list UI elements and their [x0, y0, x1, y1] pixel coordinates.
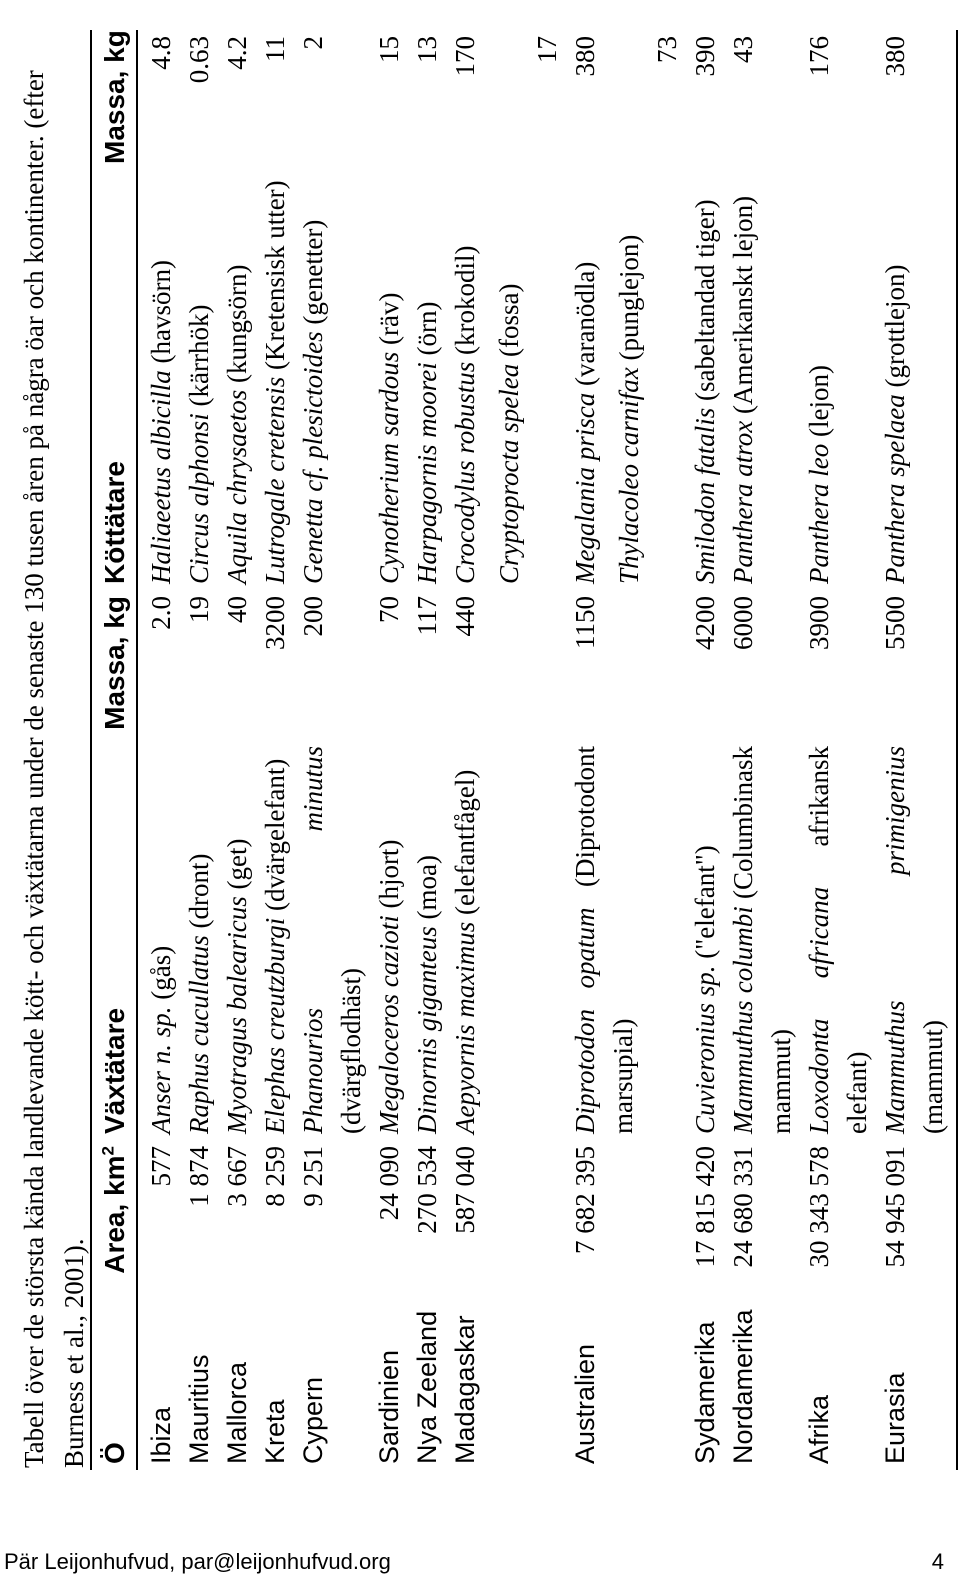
carnivore-scientific-name: Panthera leo	[804, 443, 834, 584]
row-herbivore-mass: 3900	[804, 596, 834, 650]
herbivore-common-name: ("elefant")	[690, 845, 720, 966]
row-herbivore	[370, 740, 408, 1140]
row-carnivore	[370, 170, 408, 590]
carnivore-common-name: (havsörn)	[146, 260, 176, 371]
row-herbivore	[446, 740, 566, 1140]
carnivore-scientific-name: Lutrogale cretensis	[260, 376, 290, 584]
row-carnivore-mass: 15	[374, 36, 404, 63]
row-island: Sardinien	[374, 1349, 404, 1464]
herbivore-scientific-name: Phanourios minutus	[298, 746, 328, 1134]
row-carnivore-mass: 43	[728, 36, 758, 63]
row-carnivore	[724, 170, 800, 590]
row-carnivore	[137, 170, 180, 590]
carnivore-scientific-name: Smilodon fatalis	[690, 407, 720, 584]
table-row	[446, 30, 566, 1470]
row-herbivore-mass: 5500	[876, 590, 957, 740]
row-carnivore-mass: 0.63	[184, 36, 214, 84]
header-herbivore: Växtätare	[91, 740, 137, 1140]
herbivore-scientific-name: Myotragus balearicus	[222, 896, 252, 1134]
carnivore-common-name: (genetter)	[298, 219, 328, 332]
header-carnivore-mass: Massa, kg	[91, 30, 137, 170]
row-carnivore	[180, 170, 218, 590]
carnivore-scientific-name: Cynotherium sardous	[374, 351, 404, 584]
herbivore-scientific-name: Cuvieronius sp.	[690, 965, 720, 1134]
row-herbivore-mass: 4200	[690, 596, 720, 650]
table-caption	[14, 28, 94, 1468]
row-area: 9 251	[298, 1146, 328, 1207]
table-row	[876, 30, 957, 1470]
row-area: 24 680 331	[728, 1146, 758, 1268]
herbivore-common-name: (Columbinask mammut)	[728, 745, 796, 1134]
row-herbivore-mass: 440	[450, 596, 480, 637]
footer-author: Pär Leijonhufvud, par@leijonhufvud.org	[4, 1549, 391, 1574]
row-herbivore-mass: 40	[222, 596, 252, 623]
carnivore-scientific-name: Panthera spelaea	[880, 394, 910, 584]
row-carnivore-mass: 2	[298, 36, 328, 50]
carnivore-common-name: (lejon)	[804, 365, 834, 444]
row-herbivore	[800, 740, 876, 1140]
row-herbivore-mass: 2.0	[146, 596, 176, 630]
herbivore-common-name: (gås)	[146, 945, 176, 1007]
herbivore-common-name: (elefantfågel)	[450, 769, 480, 922]
herbivore-scientific-name: Megaloceros cazioti	[374, 915, 404, 1134]
herbivore-common-name: (hjort)	[374, 839, 404, 916]
table-row	[294, 30, 370, 1470]
row-island: Nya Zeeland	[412, 1310, 442, 1464]
carnivore-common-name: (sabeltandad tiger)	[690, 199, 720, 408]
carnivore-common-name: (krokodil)	[450, 245, 480, 362]
row-area: 17 815 420	[690, 1146, 720, 1268]
carnivore-common-name: (punglejon)	[614, 234, 644, 368]
row-island: Eurasia	[876, 1290, 957, 1470]
table-body	[137, 30, 957, 1470]
row-carnivore-mass: 170 17	[446, 30, 566, 170]
caption-text: Tabell över de största kända landlevande kött- och växtätarna under de senaste 130 tusen åren på några öar och kontinenter. (efter Burness et al., 2001).	[19, 70, 89, 1468]
carnivore-scientific-name: Circus alphonsi	[184, 413, 214, 584]
row-carnivore	[876, 170, 957, 590]
row-carnivore	[446, 170, 566, 590]
row-herbivore	[294, 740, 370, 1140]
herbivore-common-name: (Diprotodont marsupial)	[570, 746, 638, 1134]
carnivore-scientific-name: Megalania prisca	[570, 392, 600, 584]
row-island: Cypern	[298, 1376, 328, 1464]
herbivore-common-name: (get)	[222, 838, 252, 897]
herbivore-common-name: (mammut)	[918, 1020, 948, 1134]
row-carnivore	[408, 170, 446, 590]
row-herbivore	[180, 740, 218, 1140]
carnivore-scientific-name: Genetta cf. plesictoides	[298, 331, 328, 584]
carnivore-common-name: (kungsörn)	[222, 264, 252, 390]
herbivore-scientific-name: Raphus cucullatus	[184, 935, 214, 1134]
row-carnivore	[686, 170, 724, 590]
table-row	[800, 30, 876, 1470]
header-herbivore-mass: Massa, kg	[91, 590, 137, 740]
row-herbivore-mass: 1150	[570, 596, 600, 649]
row-island: Afrika	[804, 1394, 834, 1464]
row-area: 577	[146, 1146, 176, 1187]
row-area: 3 667	[222, 1146, 252, 1207]
carnivore-common-name: (grottlejon)	[880, 264, 910, 395]
row-island: Nordamerika	[728, 1309, 758, 1464]
row-carnivore	[800, 170, 876, 590]
row-herbivore	[724, 740, 800, 1140]
table-row	[218, 30, 256, 1470]
row-herbivore	[876, 740, 957, 1140]
row-island: Ibiza	[146, 1406, 176, 1464]
table-row	[686, 30, 724, 1470]
table-row	[408, 30, 446, 1470]
table-row	[256, 30, 294, 1470]
row-carnivore-mass: 11	[260, 36, 290, 62]
carnivore-common-name: (räv)	[374, 292, 404, 352]
page-number: 4	[931, 1549, 944, 1574]
header-carnivore: Köttätare	[91, 170, 137, 590]
herbivore-scientific-name: Loxodonta africana	[804, 886, 834, 1134]
carnivore-scientific-name: Harpagornis moorei	[412, 362, 442, 584]
herbivore-scientific-name: Diprotodon opatum	[570, 907, 600, 1134]
row-area: 54 945 091	[876, 1140, 957, 1290]
row-carnivore-mass: 380 73	[566, 30, 686, 170]
herbivore-common-name: (dront)	[184, 853, 214, 936]
row-herbivore	[137, 740, 180, 1140]
species-table	[90, 30, 958, 1470]
row-carnivore-mass: 4.8	[146, 36, 176, 70]
row-carnivore-mass: 380	[876, 30, 957, 170]
herbivore-scientific-name: Mammuthus columbi	[728, 906, 758, 1134]
herbivore-scientific-name: Elephas creutzburgi	[260, 917, 290, 1134]
herbivore-common-name: (moa)	[412, 855, 442, 927]
row-area: 1 874	[184, 1146, 214, 1207]
row-herbivore	[218, 740, 256, 1140]
carnivore-common-name: (varanödla)	[570, 261, 600, 393]
herbivore-scientific-name: Dinornis giganteus	[412, 926, 442, 1134]
row-carnivore-mass-2: 17	[532, 36, 562, 63]
herbivore-common-name: (dvärgflodhäst)	[336, 968, 366, 1134]
table-row	[566, 30, 686, 1470]
carnivore-scientific-name: Cryptoprocta spelea	[494, 363, 524, 584]
row-area: 270 534	[412, 1146, 442, 1234]
header-row	[91, 30, 137, 1470]
row-herbivore	[686, 740, 724, 1140]
herbivore-common-name: (dvärgelefant)	[260, 758, 290, 918]
row-area: 7 682 395	[570, 1146, 600, 1254]
row-herbivore-mass: 6000	[728, 596, 758, 650]
row-carnivore-mass: 4.2	[222, 36, 252, 70]
table-row	[137, 30, 180, 1470]
row-herbivore-mass: 200	[298, 596, 328, 637]
carnivore-common-name: (Amerikanskt lejon)	[728, 195, 758, 421]
row-carnivore	[218, 170, 256, 590]
row-herbivore	[408, 740, 446, 1140]
header-area: Area, $km^2$	[91, 1140, 137, 1290]
carnivore-common-name: (kärrhök)	[184, 304, 214, 414]
row-island: Australien	[570, 1343, 600, 1464]
page-footer	[0, 1535, 960, 1589]
row-carnivore-mass-2: 73	[652, 36, 682, 63]
row-herbivore	[566, 740, 686, 1140]
row-island: Madagaskar	[450, 1315, 480, 1464]
row-area: 24 090	[374, 1146, 404, 1221]
row-island: Mallorca	[222, 1361, 252, 1464]
carnivore-scientific-name: Aquila chrysaetos	[222, 389, 252, 584]
row-island: Kreta	[260, 1399, 290, 1464]
herbivore-common-name: afrikansk elefant)	[804, 746, 872, 1134]
row-carnivore-mass: 176	[804, 36, 834, 77]
carnivore-scientific-name: Crocodylus robustus	[450, 361, 480, 584]
carnivore-scientific-name: Haliaeetus albicilla	[146, 370, 176, 584]
carnivore-common-name: (örn)	[412, 301, 442, 363]
carnivore-common-name: (Kretensisk utter)	[260, 180, 290, 377]
row-carnivore	[294, 170, 370, 590]
table-row	[724, 30, 800, 1470]
carnivore-scientific-name: Thylacoleo carnifax	[614, 367, 644, 584]
row-area: 587 040	[450, 1146, 480, 1234]
row-carnivore-mass: 13	[412, 36, 442, 63]
carnivore-common-name: (fossa)	[494, 283, 524, 364]
herbivore-scientific-name: Aepyornis maximus	[450, 921, 480, 1134]
row-area: 30 343 578	[804, 1146, 834, 1268]
herbivore-scientific-name: Anser n. sp.	[146, 1006, 176, 1134]
header-island: Ö	[91, 1290, 137, 1470]
row-herbivore	[256, 740, 294, 1140]
row-carnivore-mass: 390	[690, 36, 720, 77]
row-herbivore-mass: 19	[184, 596, 214, 623]
carnivore-scientific-name: Panthera atrox	[728, 420, 758, 584]
row-island: Mauritius	[184, 1354, 214, 1464]
row-island: Sydamerika	[690, 1321, 720, 1464]
herbivore-scientific-name: Mammuthus primigenius	[880, 746, 910, 1134]
row-herbivore-mass: 3200	[260, 596, 290, 650]
table-row	[370, 30, 408, 1470]
table-row	[180, 30, 218, 1470]
row-area: 8 259	[260, 1146, 290, 1207]
row-carnivore	[256, 170, 294, 590]
row-herbivore-mass: 117	[412, 596, 442, 636]
row-herbivore-mass: 70	[374, 596, 404, 623]
row-carnivore	[566, 170, 686, 590]
